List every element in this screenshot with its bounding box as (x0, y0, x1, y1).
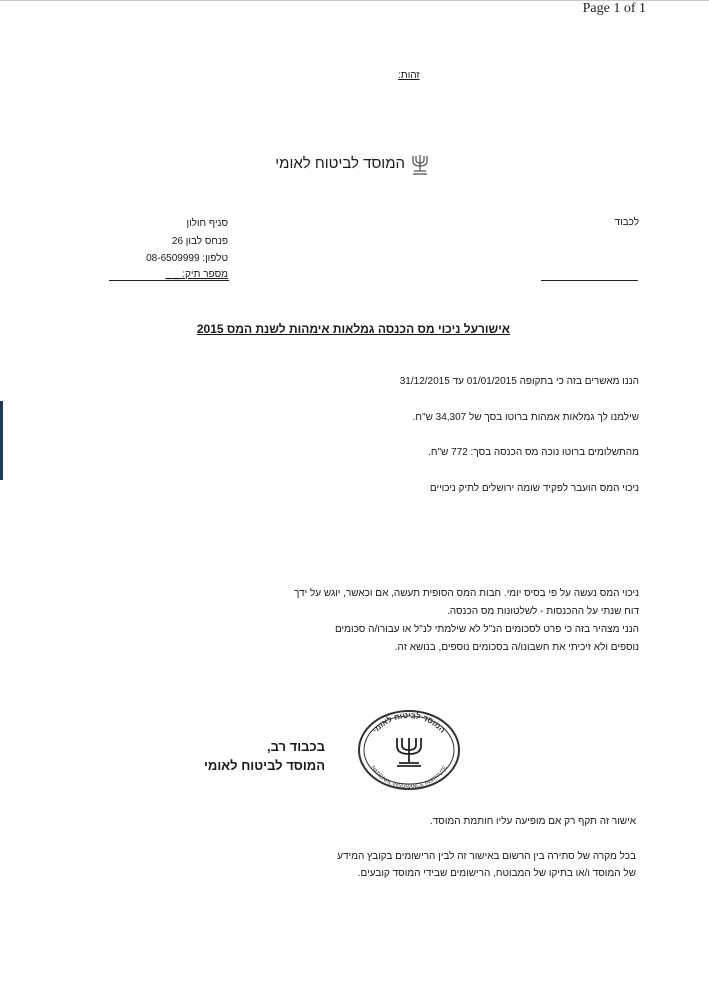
file-number-underline (109, 280, 229, 281)
stamp-menorah-icon (397, 738, 421, 766)
period-line: הננו מאשרים בזה כי בתקופה 01/01/2015 עד 31/12/2015 (399, 376, 639, 387)
official-stamp (356, 708, 462, 792)
deducted-line: מהתשלומים ברוטו נוכה מס הכנסה בסך: 772 ש"ח. (428, 447, 639, 458)
to-label: לכבוד (614, 217, 639, 228)
notice-line: דוח שנתי על ההכנסות - לשלטונות מס הכנסה. (446, 606, 639, 617)
stamp-text-top: המוסד לביטוח לאומי (370, 710, 447, 735)
signature-greeting: בכבוד רב, (267, 739, 325, 754)
footer-note-line: בכל מקרה של סתירה בין הרשום באישור זה לבין הרישומים בקובץ המידע (337, 851, 636, 862)
footer-validity-note: אישור זה תקף רק אם מופיעה עליו חותמת המוסד. (429, 816, 636, 827)
page-indicator: Page 1 of 1 (582, 1, 646, 16)
left-edge-bar (0, 401, 3, 480)
recipient-name-line (541, 280, 638, 281)
branch-address: פנחס לבון 26 (171, 236, 228, 247)
org-name: המוסד לביטוח לאומי (275, 155, 405, 172)
signature-org: המוסד לביטוח לאומי (204, 758, 325, 773)
branch-name: סניף חולון (186, 218, 228, 229)
svg-text:NATIONAL INSURANCE INSTITUTE (369, 765, 449, 790)
menorah-icon (410, 152, 430, 176)
paid-line: שילמנו לך גמלאות אמהות ברוטו בסך של 34,307 ש"ח. (412, 412, 639, 423)
branch-phone: טלפון: 08-6509999 (146, 253, 228, 264)
stamp-text-bottom: NATIONAL INSURANCE INSTITUTE (369, 764, 449, 791)
file-number: מספר תיק: _ _ (165, 269, 228, 280)
document-title: אישורעל ניכוי מס הכנסה גמלאות אימהות לשנת המס 2015 (196, 322, 510, 336)
identity-label: זהות: (398, 70, 420, 81)
notice-line: הנני מצהיר בזה כי פרט לסכומים הנ"ל לא שילמתי לנ"ל או עבורו/ה סכומים (334, 624, 639, 635)
transferred-line: ניכוי המס הועבר לפקיד שומה ירושלים לתיק ניכויים (429, 483, 639, 494)
notice-line: נוספים ולא זיכיתי את חשבונו/ה בסכומים נוספים, בנושא זה. (394, 642, 639, 653)
notice-line: ניכוי המס נעשה על פי בסיס יומי. חבות המס הסופית תעשה, אם וכאשר, יוגש על ידך (294, 588, 639, 599)
footer-note-line: של המוסד ו/או בתיקו של המבוטח, הרישומים שבידי המוסד קובעים. (357, 868, 636, 879)
